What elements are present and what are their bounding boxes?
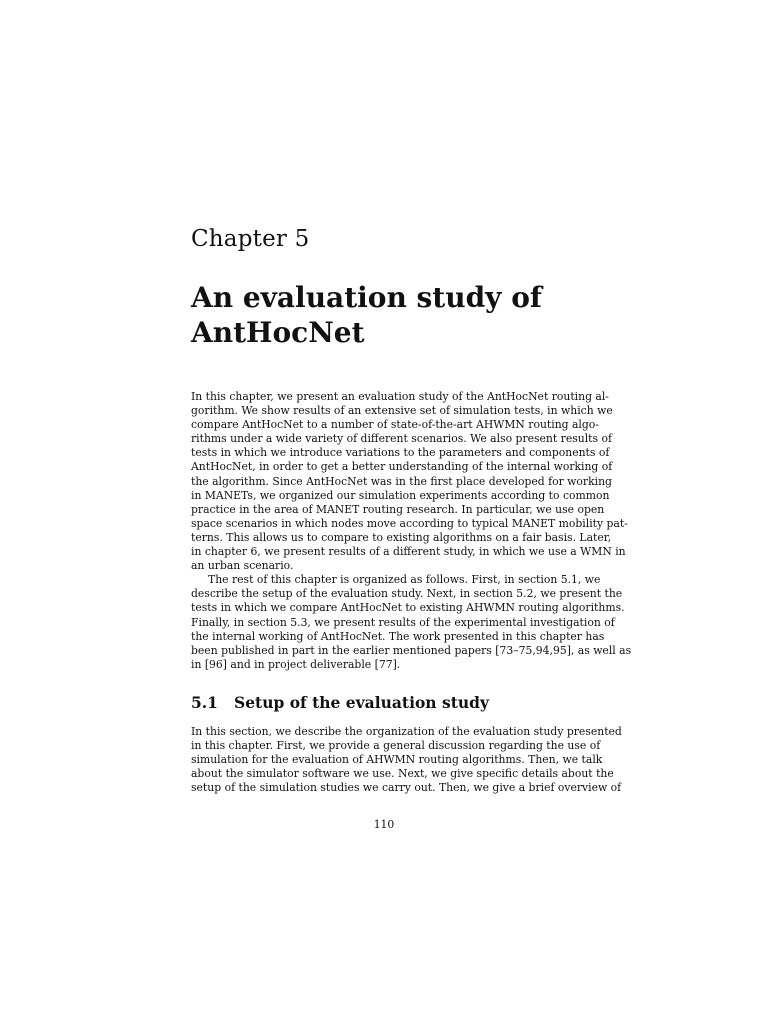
chapter-title-line: An evaluation study of — [191, 281, 542, 314]
intro-line: compare AntHocNet to a number of state-of-the-art AHWMN routing algo- — [191, 418, 599, 432]
section-heading — [191, 692, 489, 714]
intro-line: the algorithm. Since AntHocNet was in the first place developed for working — [191, 474, 612, 488]
intro-line: been published in part in the earlier mentioned papers [73–75,94,95], as well as — [191, 643, 632, 657]
section-number: 5.1 — [191, 693, 218, 712]
intro-line: in chapter 6, we present results of a different study, in which we use a WMN in — [191, 545, 626, 559]
intro-line: AntHocNet, in order to get a better understanding of the internal working of — [191, 460, 613, 474]
intro-line: in [96] and in project deliverable [77]. — [191, 657, 401, 671]
intro-line: terns. This allows us to compare to existing algorithms on a fair basis. Later, — [191, 530, 612, 544]
section-line: In this section, we describe the organization of the evaluation study presented — [191, 725, 622, 738]
intro-line: space scenarios in which nodes move according to typical MANET mobility pat- — [191, 516, 628, 530]
chapter-title-line: AntHocNet — [191, 316, 365, 349]
intro-line: rithms under a wide variety of different scenarios. We also present results of — [191, 432, 612, 446]
section-line: setup of the simulation studies we carry out. Then, we give a brief overview of — [191, 781, 622, 795]
intro-line: The rest of this chapter is organized as follows. First, in section 5.1, we — [208, 573, 601, 587]
section-line: in this chapter. First, we provide a general discussion regarding the use of — [191, 739, 601, 753]
intro-text — [191, 390, 632, 672]
intro-line: In this chapter, we present an evaluation study of the AntHocNet routing al- — [191, 390, 609, 403]
section-line: about the simulator software we use. Next, we give specific details about the — [191, 767, 614, 781]
intro-line: describe the setup of the evaluation study. Next, in section 5.2, we present the — [191, 587, 623, 601]
intro-line: practice in the area of MANET routing research. In particular, we use open — [191, 502, 605, 516]
page-number: 110 — [373, 818, 395, 831]
intro-line: the internal working of AntHocNet. The work presented in this chapter has — [191, 629, 605, 643]
intro-line: an urban scenario. — [191, 559, 294, 573]
intro-line: gorithm. We show results of an extensive set of simulation tests, in which we — [191, 404, 613, 418]
chapter-title — [191, 280, 611, 350]
intro-line: tests in which we compare AntHocNet to existing AHWMN routing algorithms. — [191, 601, 625, 615]
intro-line: Finally, in section 5.3, we present results of the experimental investigation of — [191, 615, 615, 629]
intro-line: tests in which we introduce variations to the parameters and components of — [191, 446, 610, 460]
section-title: Setup of the evaluation study — [234, 693, 489, 712]
section-line: simulation for the evaluation of AHWMN routing algorithms. Then, we talk — [191, 753, 603, 767]
chapter-label: Chapter 5 — [191, 226, 310, 252]
section-text — [191, 725, 622, 795]
intro-line: in MANETs, we organized our simulation experiments according to common — [191, 488, 610, 502]
